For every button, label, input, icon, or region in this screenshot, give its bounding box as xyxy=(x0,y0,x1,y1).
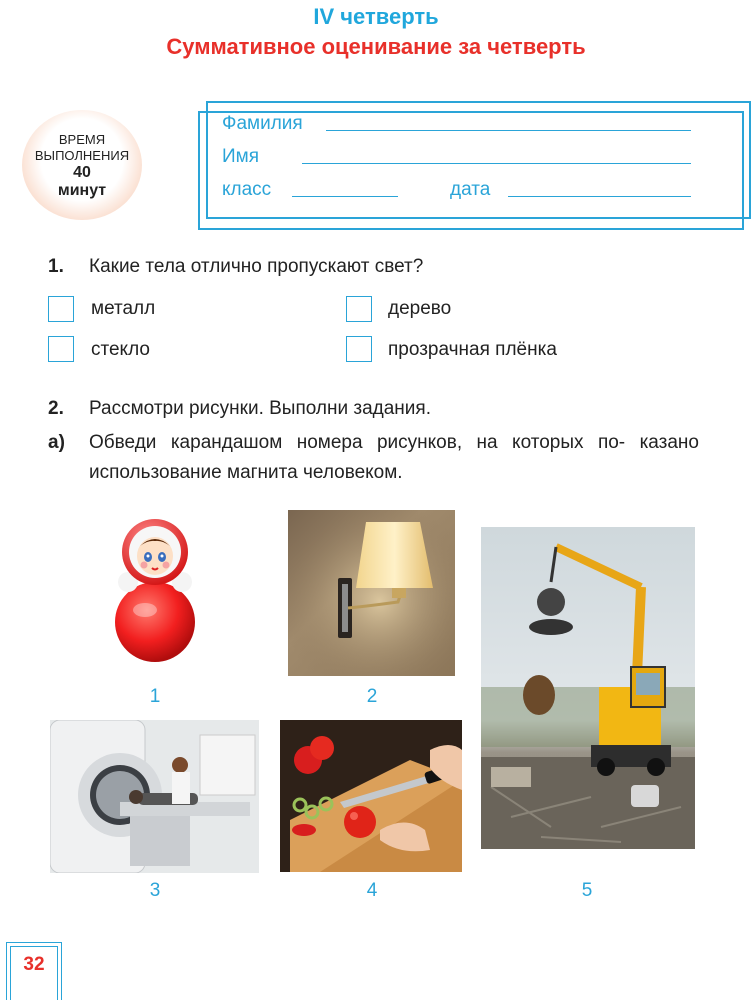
picture-1-doll xyxy=(100,510,210,670)
question1-number: 1. xyxy=(48,256,64,277)
page-title: Суммативное оценивание за четверть xyxy=(166,34,586,59)
option-2-label: дерево xyxy=(388,298,452,319)
question1-text: Какие тела отлично пропускают свет? xyxy=(89,256,424,277)
option-1-label: металл xyxy=(91,298,156,319)
name-field[interactable] xyxy=(302,163,691,164)
picture-4-tomato xyxy=(280,720,462,872)
time-badge-line1: ВРЕМЯ xyxy=(58,132,106,147)
picture-3-mri xyxy=(50,720,259,873)
picture-5-crane xyxy=(481,527,695,849)
surname-field[interactable] xyxy=(326,130,691,131)
checkbox-option-2[interactable] xyxy=(346,296,372,322)
picture-1-caption: 1 xyxy=(149,686,161,707)
time-badge-unit: минут xyxy=(57,182,107,199)
question2-number: 2. xyxy=(48,398,64,419)
time-badge-line2: ВЫПОЛНЕНИЯ xyxy=(34,148,130,163)
class-label: класс xyxy=(222,179,272,200)
picture-2-lamp xyxy=(288,510,455,676)
checkbox-option-1[interactable] xyxy=(48,296,74,322)
option-4-label: прозрачная плёнка xyxy=(388,339,557,360)
checkbox-option-4[interactable] xyxy=(346,336,372,362)
date-label: дата xyxy=(450,179,491,200)
time-badge-minutes: 40 xyxy=(73,164,91,181)
date-field[interactable] xyxy=(508,196,691,197)
picture-4-caption: 4 xyxy=(366,880,378,901)
question2-text: Рассмотри рисунки. Выполни задания. xyxy=(89,398,431,419)
quarter-title: IV четверть xyxy=(313,4,439,29)
option-3-label: стекло xyxy=(91,339,150,360)
class-field[interactable] xyxy=(292,196,398,197)
picture-2-caption: 2 xyxy=(366,686,378,707)
part-a-label: а) xyxy=(48,432,65,453)
picture-3-caption: 3 xyxy=(149,880,161,901)
name-label: Имя xyxy=(222,146,260,167)
time-badge xyxy=(22,110,142,220)
picture-5-caption: 5 xyxy=(581,880,593,901)
part-a-text: Обведи карандашом номера рисунков, на которых по- казано использование магнита человеком. xyxy=(89,432,699,483)
checkbox-option-3[interactable] xyxy=(48,336,74,362)
surname-label: Фамилия xyxy=(222,113,303,134)
page-number: 32 xyxy=(23,954,45,975)
